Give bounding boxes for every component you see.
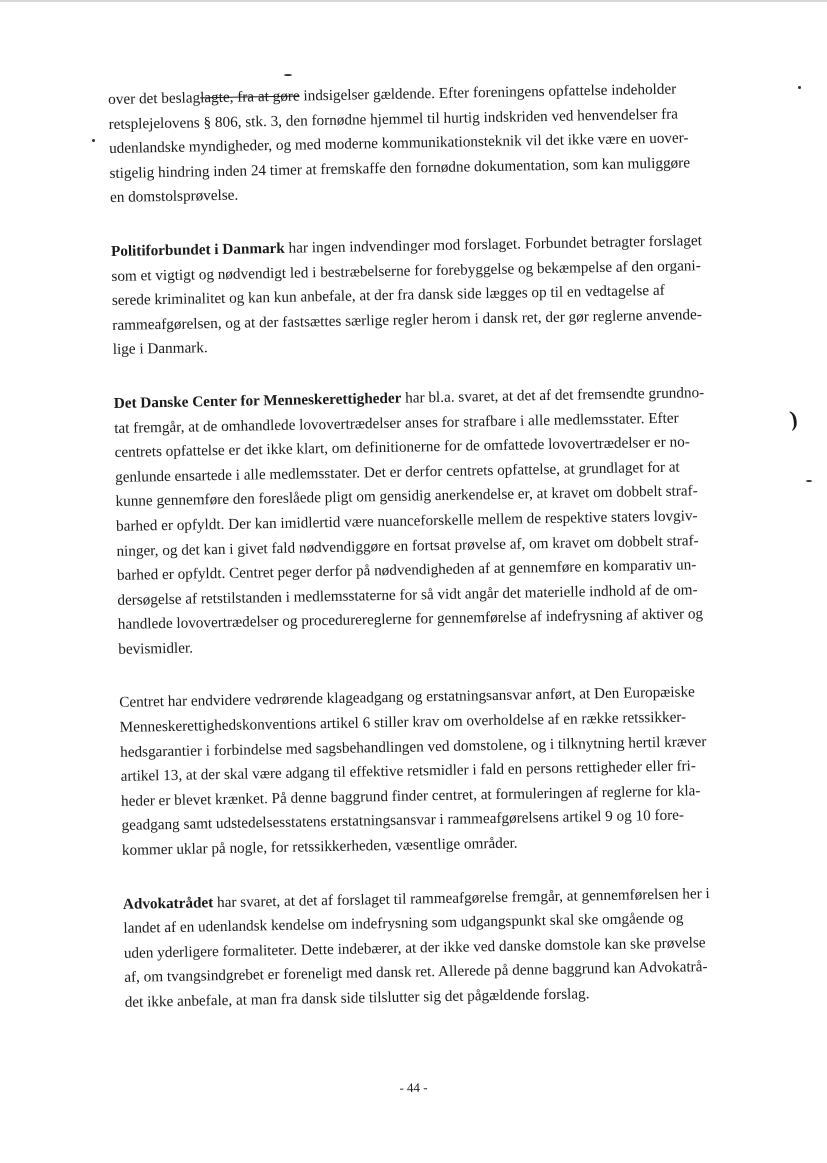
text-segment: Menneskerettighedskonventions artikel 6 stiller krav om overholdelse af en række retssikker-: [119, 708, 687, 736]
text-segment: indsigelser gældende. Efter foreningens opfattelse indeholder: [299, 80, 677, 105]
text-segment: af, om tvangsindgrebet er foreneligt med dansk ret. Allerede på denne baggrund kan Advokatrå-: [124, 958, 708, 987]
text-segment: lige i Danmark.: [112, 339, 208, 359]
page-number: - 44 -: [399, 1079, 428, 1096]
text-segment: tat fremgår, at de omhandlede lovovertrædelser anses for strafbare i alle medlemsstater. Efter: [114, 409, 679, 437]
scan-speck: [806, 480, 812, 482]
text-segment: en domstolsprøvelse.: [109, 187, 239, 207]
text-segment: ninger, og det kan i givet fald nødvendiggøre en fortsat prøvelse af, om kravet om dobbelt straf-: [116, 531, 699, 560]
text-segment: artikel 13, at der skal være adgang til effektive retsmidler i fald en persons rettigheder eller fri-: [120, 757, 697, 786]
text-segment: over det beslag: [108, 89, 201, 108]
scan-top-edge: [0, 0, 827, 2]
text-segment: som et vigtigt og nødvendigt led i bestræbelserne for forebyggelse og bekæmpelse af den organi-: [111, 256, 701, 285]
text-segment: handlede lovovertrædelser og procedurereglerne for gennemførelse af indefrysning af aktiver og: [117, 605, 704, 634]
text-segment: har ingen indvendinger mod forslaget. Forbundet betragter forslaget: [284, 232, 702, 257]
scan-speck: [92, 139, 95, 142]
text-segment: dersøgelse af retstilstanden i medlemsstaterne for så vidt angår det materielle indhold af de om-: [117, 580, 698, 609]
text-segment: Centret har endvidere vedrørende klageadgang og erstatningsansvar anført, at Den Europæiske: [119, 683, 695, 712]
text-segment: udenlandske myndigheder, og med moderne kommunikationsteknik vil det ikke være en uover-: [108, 129, 689, 158]
paragraph: [111, 228, 785, 363]
text-segment: geadgang samt udstedelsesstatens erstatningsansvar i rammeafgørelsens artikel 9 og 10 fore-: [121, 807, 685, 835]
document-page: [108, 76, 797, 1045]
text-segment: centrets opfattelse er det ikke klart, om definitionerne for de omfattede lovovertrædelser er no-: [114, 433, 690, 462]
text-segment: landet af en udenlandsk kendelse om indefrysning som udgangspunkt skal ske omgående og: [123, 909, 684, 938]
organization-name: Advokatrådet: [122, 893, 214, 913]
text-segment: kommer uklar på nogle, for retssikkerheden, væsentlige områder.: [121, 834, 518, 859]
text-segment: har svaret, at det af forslaget til rammeafgørelse fremgår, at gennemførelsen her i: [213, 884, 710, 911]
text-segment: kunne gennemføre den foreslåede pligt om gensidig anerkendelse er, at kravet om dobbelt straf-: [115, 482, 698, 511]
text-segment: uden yderligere formaliteter. Dette indebærer, at der ikke ved danske domstole kan ske prøvelse: [123, 934, 706, 962]
scan-speck: [284, 74, 292, 76]
paragraph: [123, 880, 797, 1015]
text-segment: retsplejelovens § 806, stk. 3, den fornødne hjemmel til hurtig indskriden ved henvendelser fra: [108, 105, 679, 133]
text-segment: barhed er opfyldt. Centret peger derfor på nødvendigheden af at gennemføre en komparativ un-: [116, 556, 697, 585]
text-segment: bevismidler.: [118, 639, 194, 658]
text-segment: barhed er opfyldt. Der kan imidlertid være nuanceforskelle mellem de respektive staters lovgiv-: [115, 507, 698, 535]
struck-text: lagte, fra at gøre: [199, 87, 300, 107]
text-segment: det ikke anbefale, at man fra dansk side tilslutter sig det pågældende forslag.: [124, 985, 590, 1011]
text-segment: serede kriminalitet og kan kun anbefale, at der fra dansk side lægges op til en vedtagelse af: [111, 281, 665, 310]
text-segment: genlunde ensartede i alle medlemsstater. Det er derfor centrets opfattelse, at grundlaget for at: [114, 458, 680, 486]
margin-bracket-mark: ): [788, 405, 799, 432]
text-segment: hedsgarantier i forbindelse med sagsbehandlingen ved domstolene, og i tilknytning hertil kræver: [120, 732, 707, 761]
text-segment: heder er blevet krænket. På denne baggrund finder centret, at formuleringen af reglerne for kla-: [120, 782, 701, 810]
paragraph: [114, 380, 791, 663]
organization-name: Politiforbundet i Danmark: [110, 239, 285, 260]
paragraph: [119, 679, 794, 863]
text-segment: stigelig hindring inden 24 timer at fremskaffe den fornødne dokumentation, som kan muliggøre: [109, 154, 691, 182]
organization-name: Det Danske Center for Menneskerettigheder: [113, 389, 402, 412]
text-segment: har bl.a. svaret, at det af det fremsendte grundno-: [401, 384, 705, 407]
scan-speck: [798, 86, 801, 89]
text-segment: rammeafgørelsen, og at der fastsættes særlige regler herom i dansk ret, der gør reglerne anvende-: [112, 305, 702, 334]
paragraph: [108, 76, 782, 211]
